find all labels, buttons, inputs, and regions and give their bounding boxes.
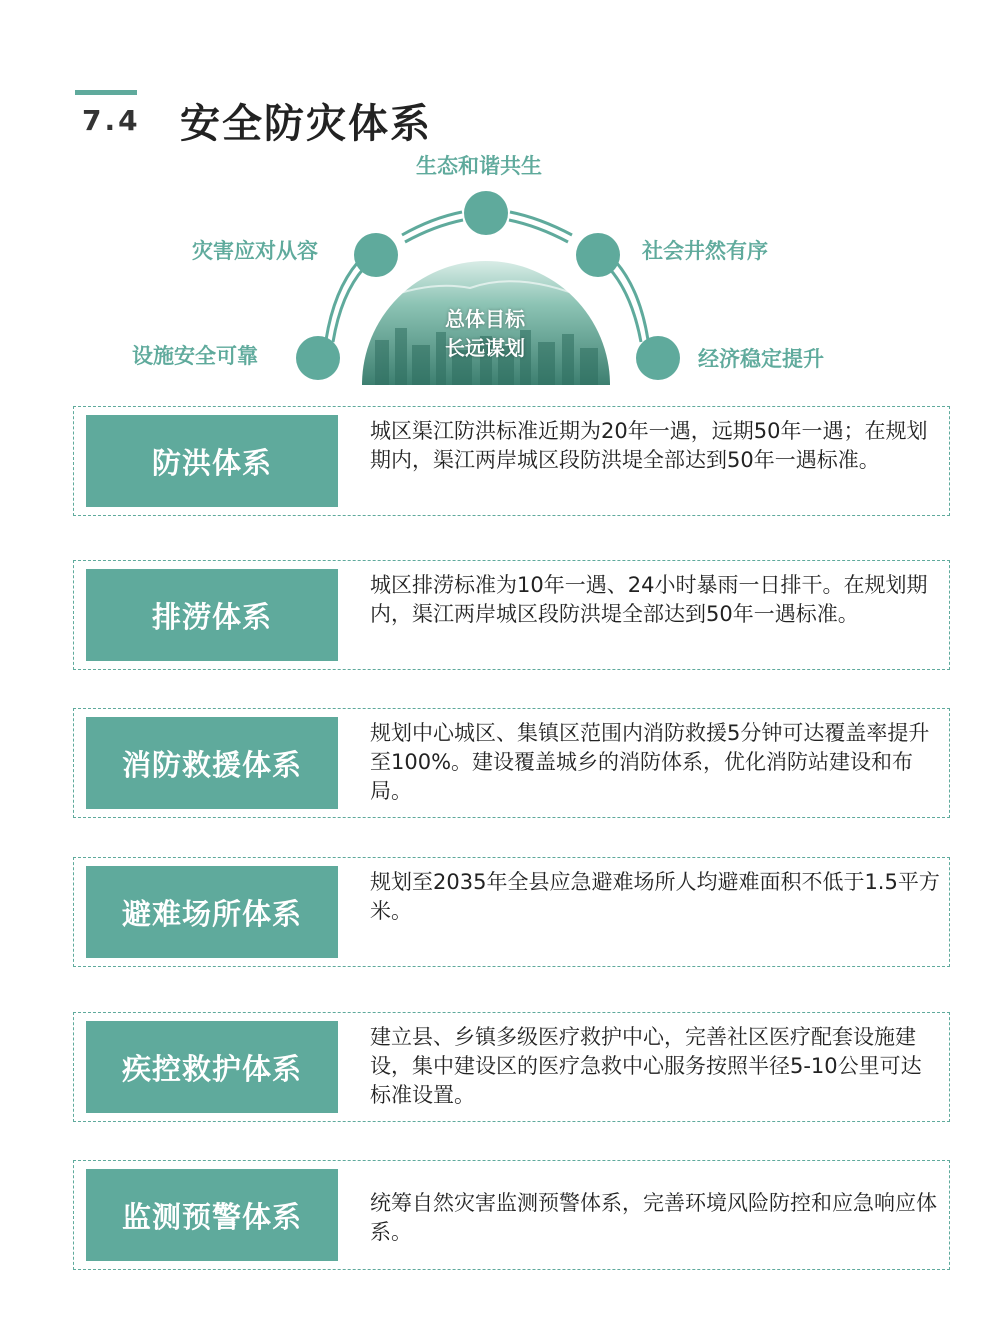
system-card-desc: 规划至2035年全县应急避难场所人均避难面积不低于1.5平方米。	[370, 870, 940, 923]
system-card-title: 排涝体系	[86, 569, 338, 661]
system-card-desc: 城区排涝标准为10年一遇、24小时暴雨一日排干。在规划期内，渠江两岸城区段防洪堤全部达到50年一遇标准。	[370, 573, 928, 626]
system-card-drainage	[73, 560, 950, 670]
goal-node-1	[296, 336, 340, 380]
section-title: 安全防灾体系	[180, 101, 432, 147]
system-card-title: 避难场所体系	[86, 866, 338, 958]
goal-node-3	[464, 191, 508, 235]
goal-center-line1: 总体目标	[445, 307, 525, 331]
system-card-monitoring	[73, 1160, 950, 1270]
section-number: 7.4	[82, 104, 141, 137]
system-card-fire	[73, 708, 950, 818]
goal-node-label: 设施安全可靠	[132, 344, 258, 368]
goal-node-5	[636, 336, 680, 380]
goal-node-4	[576, 233, 620, 277]
system-card-desc: 统筹自然灾害监测预警体系，完善环境风险防控和应急响应体系。	[370, 1191, 937, 1244]
goal-diagram	[0, 140, 1008, 395]
goal-node-label: 经济稳定提升	[698, 347, 824, 371]
goal-center-line2: 长远谋划	[445, 336, 525, 360]
system-card-medical	[73, 1012, 950, 1122]
section-accent-bar	[75, 90, 137, 95]
goal-node-label: 社会井然有序	[642, 239, 768, 263]
section-header	[0, 0, 1008, 150]
system-card-title: 监测预警体系	[86, 1169, 338, 1261]
system-card-title: 消防救援体系	[86, 717, 338, 809]
system-card-desc: 建立县、乡镇多级医疗救护中心，完善社区医疗配套设施建设，集中建设区的医疗急救中心服务按照半径5-10公里可达标准设置。	[370, 1025, 922, 1107]
system-card-shelter	[73, 857, 950, 967]
system-card-desc: 规划中心城区、集镇区范围内消防救援5分钟可达覆盖率提升至100%。建设覆盖城乡的消防体系，优化消防站建设和布局。	[370, 721, 930, 803]
system-card-desc: 城区渠江防洪标准近期为20年一遇，远期50年一遇；在规划期内，渠江两岸城区段防洪堤全部达到50年一遇标准。	[370, 419, 928, 472]
goal-node-2	[354, 233, 398, 277]
system-card-title: 防洪体系	[86, 415, 338, 507]
goal-node-label: 灾害应对从容	[192, 239, 318, 263]
goal-node-label: 生态和谐共生	[416, 154, 542, 178]
system-card-flood	[73, 406, 950, 516]
goal-center-label	[405, 305, 565, 363]
system-card-title: 疾控救护体系	[86, 1021, 338, 1113]
